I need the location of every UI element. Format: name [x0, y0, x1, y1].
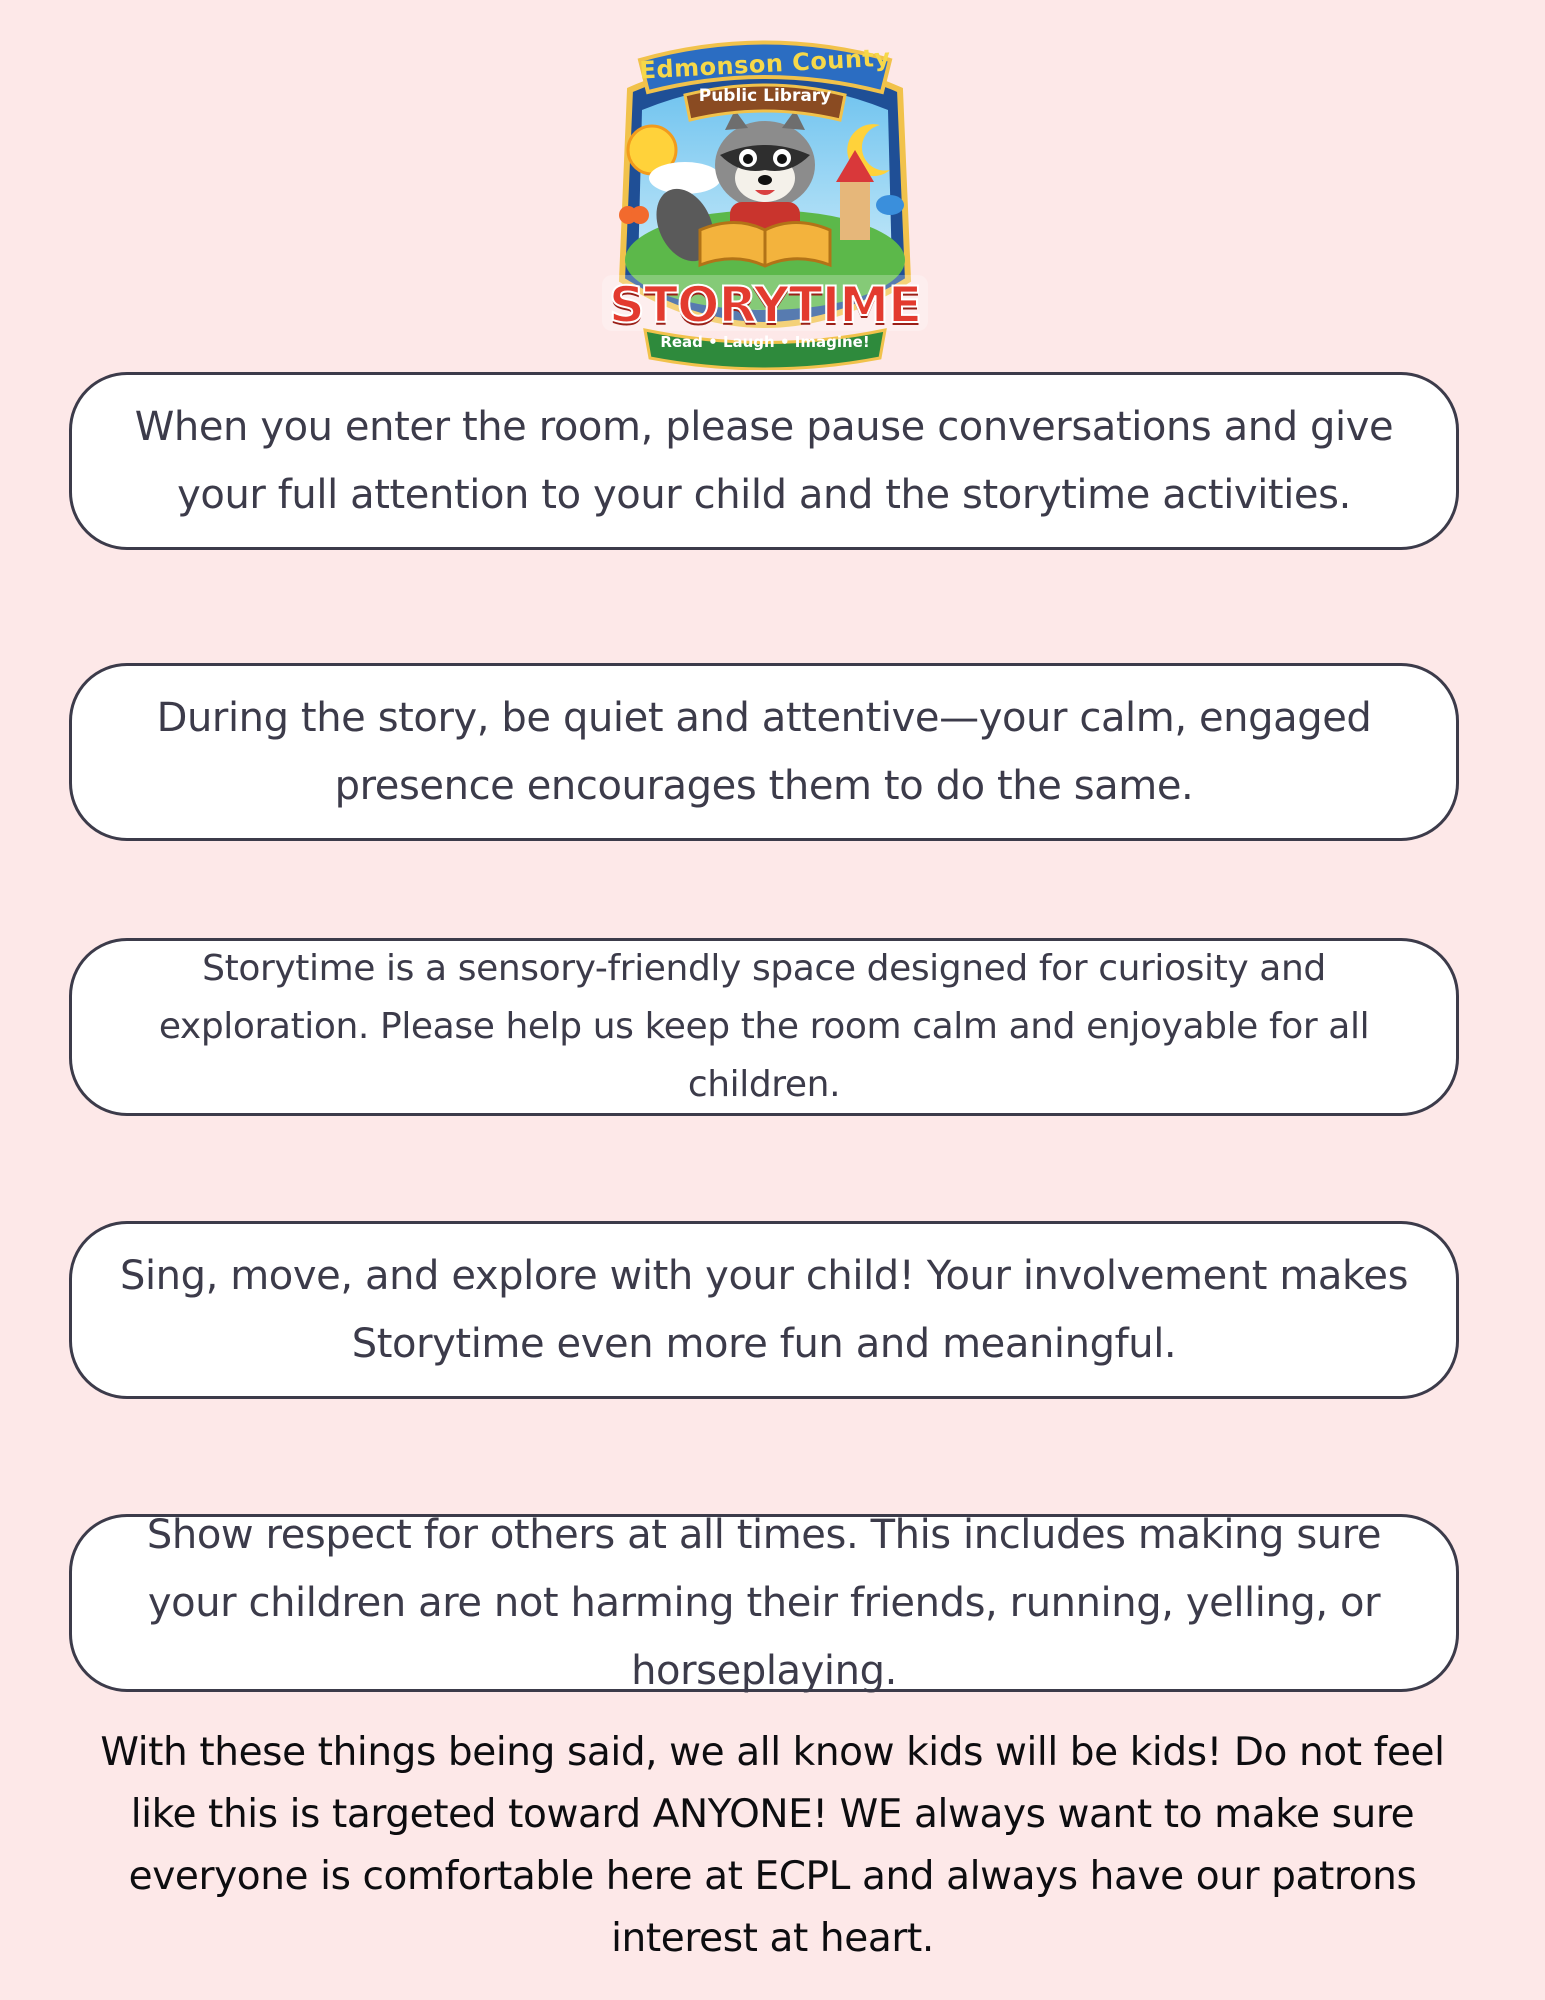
rule-box-5	[69, 1514, 1459, 1692]
rule-text-2: During the story, be quiet and attentive—your calm, engaged presence encourages them to do the same.	[156, 695, 1372, 809]
rule-text-5: Show respect for others at all times. This includes making sure your children are not harming their friends, running, yelling, or horseplaying.	[146, 1512, 1382, 1694]
closing-note: With these things being said, we all know kids will be kids! Do not feel like this is targeted toward ANYONE! WE always want to make sure everyone is comfortable here at ECPL and always have our patrons interest at heart.	[100, 1730, 1445, 1961]
castle-icon	[840, 180, 870, 240]
rule-text-3: Storytime is a sensory-friendly space designed for curiosity and exploration. Please help us keep the room calm and enjoyable for all children.	[158, 948, 1370, 1105]
rule-box-3	[69, 938, 1459, 1116]
rule-box-1	[69, 372, 1459, 550]
rule-box-4	[69, 1221, 1459, 1399]
logo-line-1: Edmonson County	[638, 43, 892, 85]
rule-text-1: When you enter the room, please pause conversations and give your full attention to your child and the storytime activities.	[134, 404, 1394, 518]
logo-title: STORYTIME	[608, 276, 922, 334]
rule-text-4: Sing, move, and explore with your child! Your involvement makes Storytime even more fun and meaningful.	[119, 1253, 1409, 1367]
bird-icon	[876, 195, 904, 215]
logo-line-2: Public Library	[698, 86, 832, 106]
storytime-logo	[590, 30, 940, 370]
logo-tagline: Read • Laugh • Imagine!	[660, 333, 870, 351]
rule-box-2	[69, 663, 1459, 841]
